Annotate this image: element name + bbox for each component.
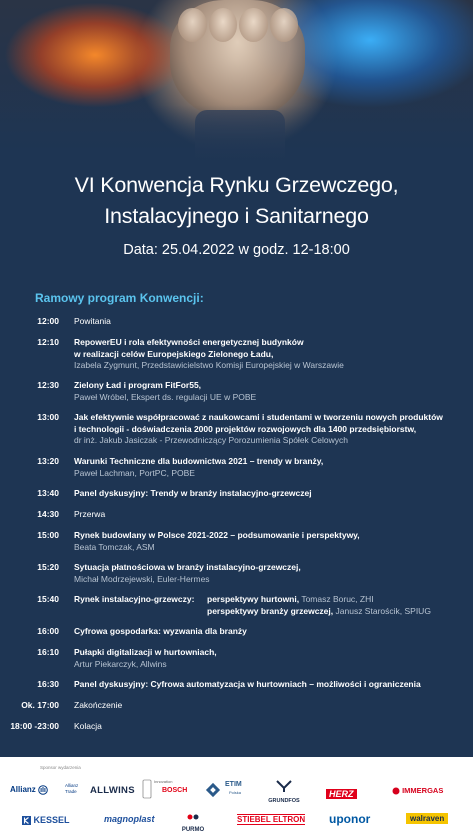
hero-image — [0, 0, 473, 165]
logo-allwins: ALLWINS — [90, 785, 135, 796]
agenda-speaker: Beata Tomczak, ASM — [74, 541, 155, 552]
agenda-title: Rynek instalacyjno-grzewczy: — [74, 594, 195, 604]
agenda-speaker: dr inż. Jakub Jasiczak - Przewodniczący Porozumienia Spółek Celowych — [74, 435, 349, 445]
etim-icon — [205, 782, 221, 798]
agenda-time: 12:00 — [37, 316, 59, 326]
agenda-speaker: Paweł Lachman, PortPC, POBE — [74, 467, 195, 478]
agenda-speaker: Michał Modrzejewski, Euler-Hermes — [74, 573, 210, 584]
agenda-speaker: Janusz Starościk, SPIUG — [335, 605, 431, 616]
agenda-title: Zakończenie — [74, 700, 123, 710]
agenda-time: 13:20 — [37, 456, 59, 466]
logo-herz: HERZ — [326, 784, 357, 802]
immergas-icon — [392, 787, 400, 795]
agenda-time: 12:10 — [37, 337, 59, 347]
agenda-title: Pułapki digitalizacji w hurtowniach, — [74, 647, 217, 657]
agenda-title: Zielony Ład i program FitFor55, — [74, 380, 202, 390]
agenda-time: 14:30 — [37, 509, 59, 519]
logo-immergas: IMMERGAS — [392, 786, 443, 795]
agenda-time: 16:30 — [37, 679, 59, 689]
agenda-subtopic: perspektywy branży grzewczej, — [207, 605, 334, 616]
agenda-title: Przerwa — [74, 509, 106, 519]
title-line-1: VI Konwencja Rynku Grzewczego, — [74, 173, 399, 197]
logo-allianz: Allianz — [10, 785, 48, 795]
agenda-time: 12:30 — [37, 380, 59, 390]
agenda-speaker: Paweł Wróbel, Ekspert ds. regulacji UE w POBE — [74, 391, 257, 402]
agenda-title: Powitania — [74, 316, 111, 326]
grundfos-icon — [275, 779, 293, 793]
agenda-time: 15:00 — [37, 530, 59, 540]
agenda-time: 15:20 — [37, 562, 59, 572]
agenda-time: 15:40 — [37, 594, 59, 604]
agenda-title: Warunki Techniczne dla budownictwa 2021 – trendy w branży, — [74, 456, 324, 466]
logo-uponor: uponor — [329, 812, 371, 826]
agenda-time: 18:00 -23:00 — [10, 721, 59, 731]
hero-fade — [0, 105, 473, 165]
logo-magnoplast: magnoplast — [104, 814, 155, 824]
logo-allianz-trade: Allianz Trade — [65, 783, 79, 794]
agenda-time: 13:00 — [37, 412, 59, 422]
title-line-2: Instalacyjnego i Sanitarnego — [104, 204, 369, 228]
page-title — [0, 170, 473, 232]
agenda-time: 16:00 — [37, 626, 59, 636]
agenda-title: Cyfrowa gospodarka: wyzwania dla branży — [74, 626, 247, 636]
sponsors-strip — [0, 757, 473, 840]
agenda-title-cont: i technologii - doświadczenia 2000 projektów rozwojowych dla 1400 przedsiębiorstw, — [74, 423, 417, 434]
purmo-icon — [187, 812, 199, 822]
agenda-time: 16:10 — [37, 647, 59, 657]
logo-grundfos: GRUNDFOS — [258, 779, 310, 804]
kessel-icon — [22, 816, 31, 825]
program-heading: Ramowy program Konwencji: — [35, 291, 204, 305]
sponsors-label: Sponsor wydarzenia — [40, 765, 81, 770]
logo-purmo: PURMO — [178, 809, 208, 833]
agenda-title: Kolacja — [74, 721, 102, 731]
agenda-title: Panel dyskusyjny: Trendy w branży instalacyjno-grzewczej — [74, 488, 312, 498]
bosch-icon — [142, 779, 152, 799]
agenda-title-cont: w realizacji celów Europejskiego Zielonego Ładu, — [74, 348, 274, 359]
fist-knuckles — [178, 8, 298, 42]
agenda-title: Jak efektywnie współpracować z naukowcami i studentami w tworzeniu nowych produktów — [74, 412, 443, 422]
logo-bosch: Innovation BOSCH — [142, 779, 152, 799]
agenda-subtopic: perspektywy hurtowni, — [207, 594, 300, 604]
logo-walraven: walraven — [406, 813, 448, 824]
agenda-title: Panel dyskusyjny: Cyfrowa automatyzacja w hurtowniach – możliwości i ograniczenia — [74, 679, 421, 689]
agenda-title: Sytuacja płatnościowa w branży instalacyjno-grzewczej, — [74, 562, 301, 572]
agenda-speaker: Izabela Zygmunt, Przedstawicielstwo Komisji Europejskiej w Warszawie — [74, 360, 344, 370]
agenda-time: 13:40 — [37, 488, 59, 498]
agenda-speaker: Artur Piekarczyk, Allwins — [74, 658, 167, 669]
event-date: Data: 25.04.2022 w godz. 12-18:00 — [123, 242, 350, 258]
allianz-icon — [38, 785, 48, 795]
agenda-time: Ok. 17:00 — [21, 700, 59, 710]
logo-etim: ETIM Polska — [205, 781, 221, 799]
logo-kessel: KESSEL — [22, 815, 70, 825]
agenda-title: Rynek budowlany w Polsce 2021-2022 – podsumowanie i perspektywy, — [74, 530, 360, 540]
agenda-speaker: Tomasz Boruc, ZHI — [301, 594, 374, 604]
agenda-title: RepowerEU i rola efektywności energetycznej budynków — [74, 337, 304, 347]
logo-stiebel-eltron: STIEBEL ELTRON — [237, 815, 306, 824]
